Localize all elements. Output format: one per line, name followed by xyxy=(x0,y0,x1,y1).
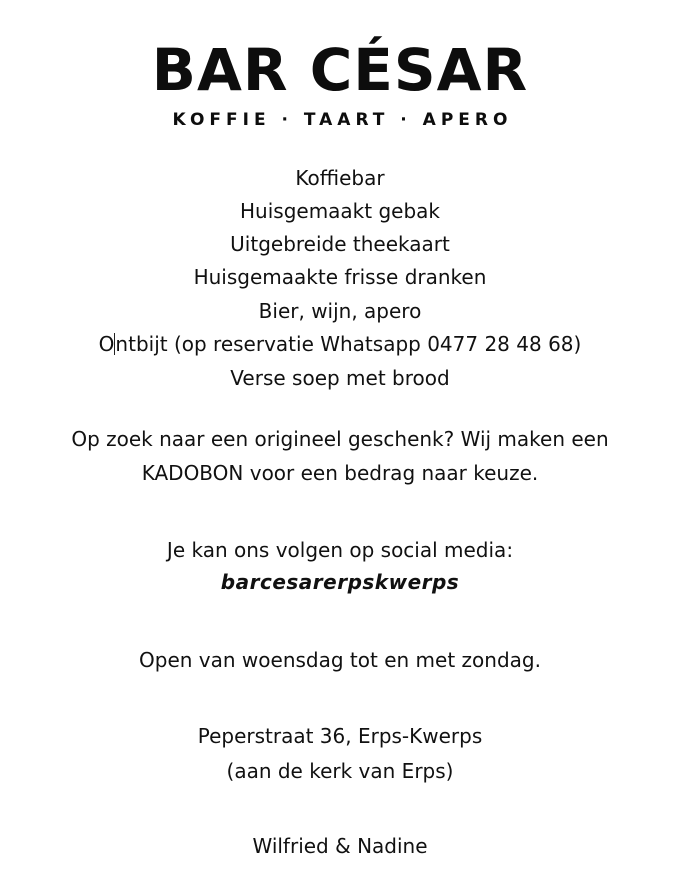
signature-names: Wilfried & Nadine xyxy=(252,834,428,858)
social-handle[interactable]: barcesarerpskwerps xyxy=(220,570,460,594)
brand-tagline: KOFFIE · TAART · APERO xyxy=(172,110,513,130)
address-note: (aan de kerk van Erps) xyxy=(226,759,454,783)
giftcard-line-1: Op zoek naar een origineel geschenk? Wij maken een xyxy=(71,427,609,451)
offering-tea-menu: Uitgebreide theekaart xyxy=(230,232,450,256)
giftcard-line-2: KADOBON voor een bedrag naar keuze. xyxy=(141,461,539,485)
offering-soup-bread: Verse soep met brood xyxy=(230,366,450,390)
address-street: Peperstraat 36, Erps-Kwerps xyxy=(197,724,483,748)
offering-fresh-drinks: Huisgemaakte frisse dranken xyxy=(193,265,487,289)
offering-beer-wine-apero: Bier, wijn, apero xyxy=(258,299,422,323)
offering-coffee-bar: Koffiebar xyxy=(295,166,385,190)
offering-breakfast[interactable]: Ontbijt (op reservatie Whatsapp 0477 28 48 68) xyxy=(98,332,582,356)
opening-hours: Open van woensdag tot en met zondag. xyxy=(139,648,541,672)
offering-homemade-pastry: Huisgemaakt gebak xyxy=(240,199,440,223)
social-intro: Je kan ons volgen op social media: xyxy=(166,538,514,562)
brand-title: BAR CÉSAR xyxy=(151,36,529,104)
